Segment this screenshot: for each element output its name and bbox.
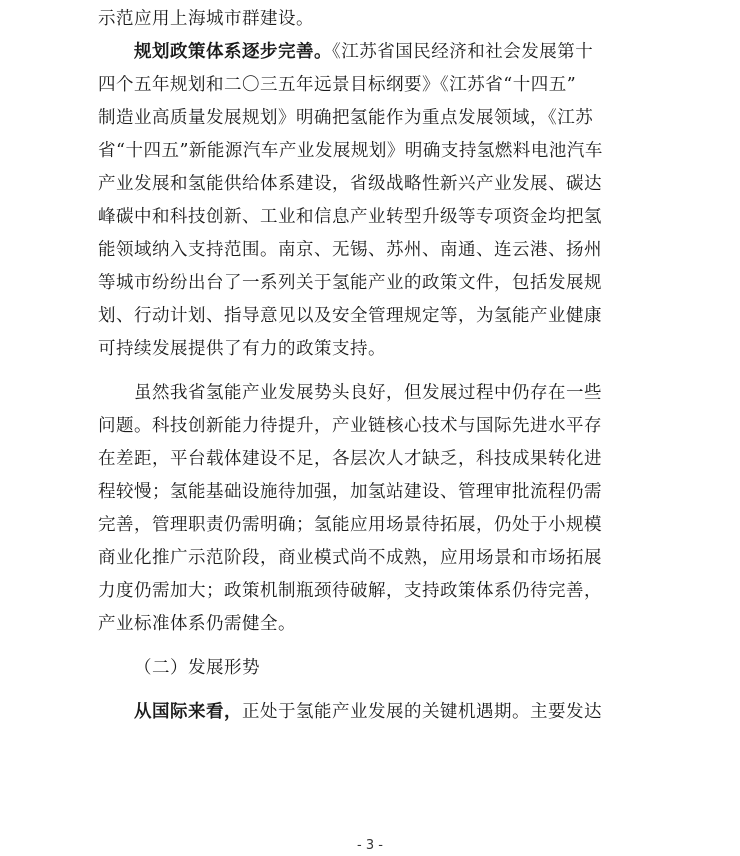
text-line: 可持续发展提供了有力的政策支持。 — [98, 339, 386, 359]
text-line: 划、行动计划、指导意见以及安全管理规定等，为氢能产业健康 — [98, 306, 602, 326]
text-line: 产业发展和氢能供给体系建设，省级战略性新兴产业发展、碳达 — [98, 174, 602, 194]
paragraph-first-line — [134, 695, 658, 729]
text-line: 产业标准体系仍需健全。 — [98, 614, 296, 634]
text-line: 问题。科技创新能力待提升，产业链核心技术与国际先进水平存 — [98, 416, 602, 436]
text-line: 力度仍需加大；政策机制瓶颈待破解，支持政策体系仍待完善， — [98, 581, 602, 601]
text-line: 能领域纳入支持范围。南京、无锡、苏州、南通、连云港、扬州 — [98, 240, 602, 260]
paragraph-text: 正处于氢能产业发展的关键机遇期。主要发达 — [242, 702, 602, 722]
text-line: 虽然我省氢能产业发展势头良好，但发展过程中仍存在一些 — [134, 383, 602, 403]
text-line: 完善，管理职责仍需明确；氢能应用场景待拓展，仍处于小规模 — [98, 515, 602, 535]
text-line: 在差距，平台载体建设不足，各层次人才缺乏，科技成果转化进 — [98, 449, 602, 469]
page-number: - 3 - — [357, 838, 383, 853]
paragraph-first-line — [134, 35, 658, 69]
paragraph-text: 《江苏省国民经济和社会发展第十 — [332, 42, 594, 62]
paragraph-lead-bold: 规划政策体系逐步完善。 — [134, 42, 332, 62]
text-line: 示范应用上海城市群建设。 — [98, 9, 314, 29]
text-line: 等城市纷纷出台了一系列关于氢能产业的政策文件，包括发展规 — [98, 273, 602, 293]
text-line: 制造业高质量发展规划》明确把氢能作为重点发展领域，《江苏 — [98, 108, 594, 128]
paragraph-lead-bold: 从国际来看， — [134, 702, 242, 722]
text-line: 四个五年规划和二〇三五年远景目标纲要》《江苏省“十四五” — [98, 75, 577, 95]
text-line: 省“十四五”新能源汽车产业发展规划》明确支持氢燃料电池汽车 — [98, 141, 603, 161]
text-line: 程较慢；氢能基础设施待加强，加氢站建设、管理审批流程仍需 — [98, 482, 602, 502]
text-line: 商业化推广示范阶段，商业模式尚不成熟，应用场景和市场拓展 — [98, 548, 602, 568]
section-heading: （二）发展形势 — [134, 658, 260, 678]
text-line: 峰碳中和科技创新、工业和信息产业转型升级等专项资金均把氢 — [98, 207, 602, 227]
